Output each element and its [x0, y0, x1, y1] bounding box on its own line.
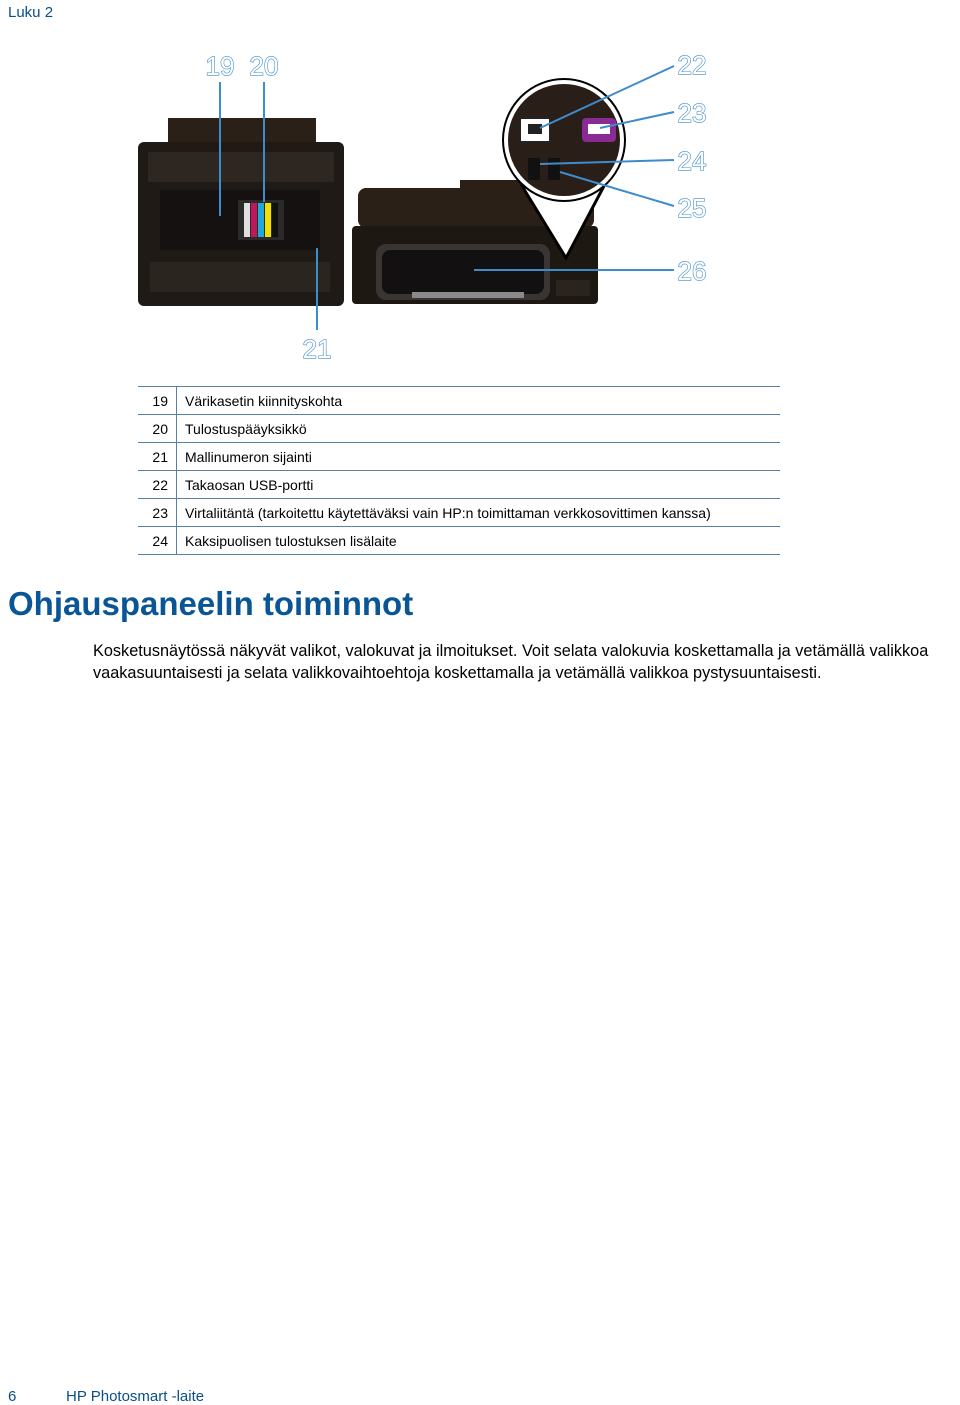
table-row — [138, 471, 780, 499]
part-description: Kaksipuolisen tulostuksen lisälaite — [177, 527, 781, 555]
part-number: 19 — [138, 387, 177, 415]
part-description: Mallinumeron sijainti — [177, 443, 781, 471]
callout-19: 19 — [205, 51, 235, 81]
section-title: Ohjauspaneelin toiminnot — [8, 585, 414, 622]
callout-20: 20 — [249, 51, 279, 81]
parts-table — [138, 386, 780, 555]
table-row — [138, 499, 780, 527]
table-row — [138, 527, 780, 555]
callout-22: 22 — [677, 50, 707, 80]
chapter-label: Luku 2 — [8, 4, 54, 21]
table-row — [138, 443, 780, 471]
callout-23: 23 — [677, 98, 707, 128]
part-description: Virtaliitäntä (tarkoitettu käytettäväksi vain HP:n toimittaman verkkosovittimen kanssa) — [177, 499, 781, 527]
callout-26: 26 — [677, 256, 707, 286]
callout-21: 21 — [302, 334, 332, 364]
table-row — [138, 387, 780, 415]
page-footer — [8, 1388, 204, 1405]
printer-top-view — [138, 118, 344, 306]
part-number: 24 — [138, 527, 177, 555]
part-description: Värikasetin kiinnityskohta — [177, 387, 781, 415]
part-number: 22 — [138, 471, 177, 499]
printer-figure — [0, 0, 960, 380]
part-description: Tulostuspääyksikkö — [177, 415, 781, 443]
part-number: 23 — [138, 499, 177, 527]
section-paragraph: Kosketusnäytössä näkyvät valikot, valokuvat ja ilmoitukset. Voit selata valokuvia koskettamalla ja vetämällä valikkoa vaakasuuntaisesti ja selata valikkovaihtoehtoja koskettamalla ja vetämällä valikkoa pystysuuntaisesti. — [93, 642, 929, 682]
part-description: Takaosan USB-portti — [177, 471, 781, 499]
part-number: 20 — [138, 415, 177, 443]
callout-25: 25 — [677, 193, 707, 223]
callout-24: 24 — [677, 146, 707, 176]
footer-title: HP Photosmart -laite — [66, 1388, 205, 1405]
table-row — [138, 415, 780, 443]
page-number: 6 — [8, 1388, 17, 1405]
part-number: 21 — [138, 443, 177, 471]
